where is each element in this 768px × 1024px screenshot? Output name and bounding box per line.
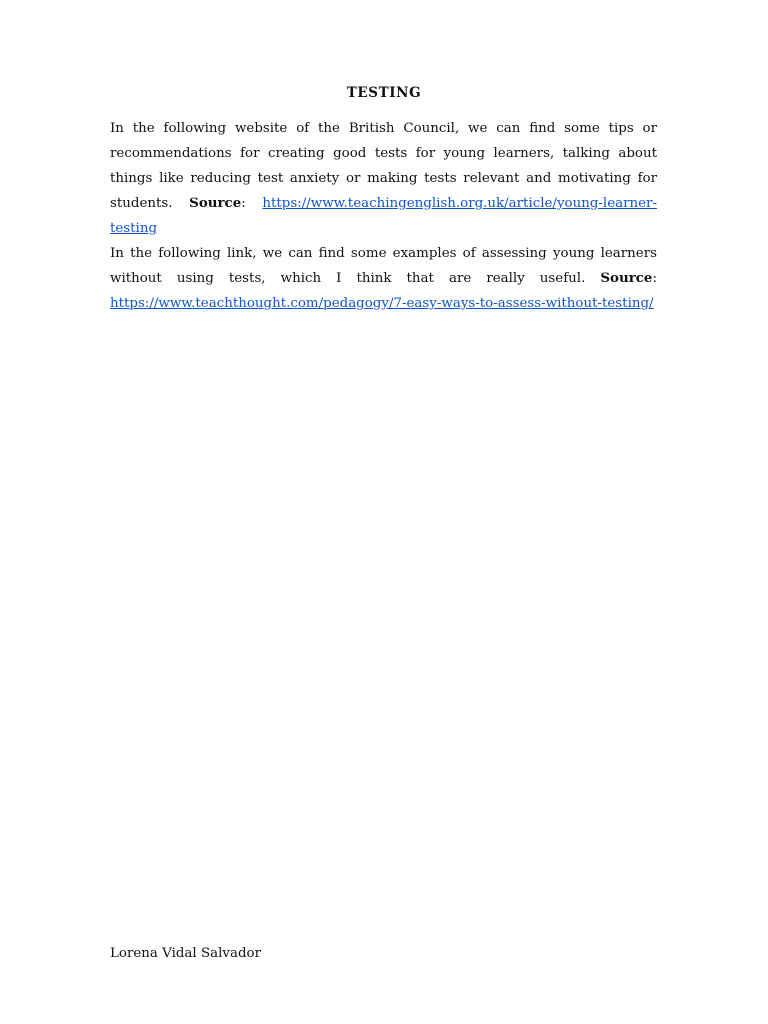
source-colon: : (652, 271, 657, 286)
paragraph-text: In the following link, we can find some examples of assessing young learners without using tests, which I think that are really useful. (110, 246, 657, 286)
paragraph-assessment-examples (110, 241, 657, 316)
teachingenglish-link[interactable]: https://www.teachingenglish.org.uk/article/young-learner-testing (110, 196, 657, 236)
teachthought-link[interactable]: https://www.teachthought.com/pedagogy/7-easy-ways-to-assess-without-testing/ (110, 296, 654, 311)
source-label: Source (189, 195, 242, 211)
document-title: TESTING (346, 85, 422, 101)
paragraph-text: In the following website of the British Council, we can find some tips or recommendations for creating good tests for young learners, talking about things like reducing test anxiety or making tests relevant and motivating for students. (110, 121, 657, 211)
source-colon: : (241, 196, 246, 211)
author-footer: Lorena Vidal Salvador (110, 946, 261, 961)
paragraph-british-council (110, 116, 657, 241)
source-label: Source (600, 270, 653, 286)
